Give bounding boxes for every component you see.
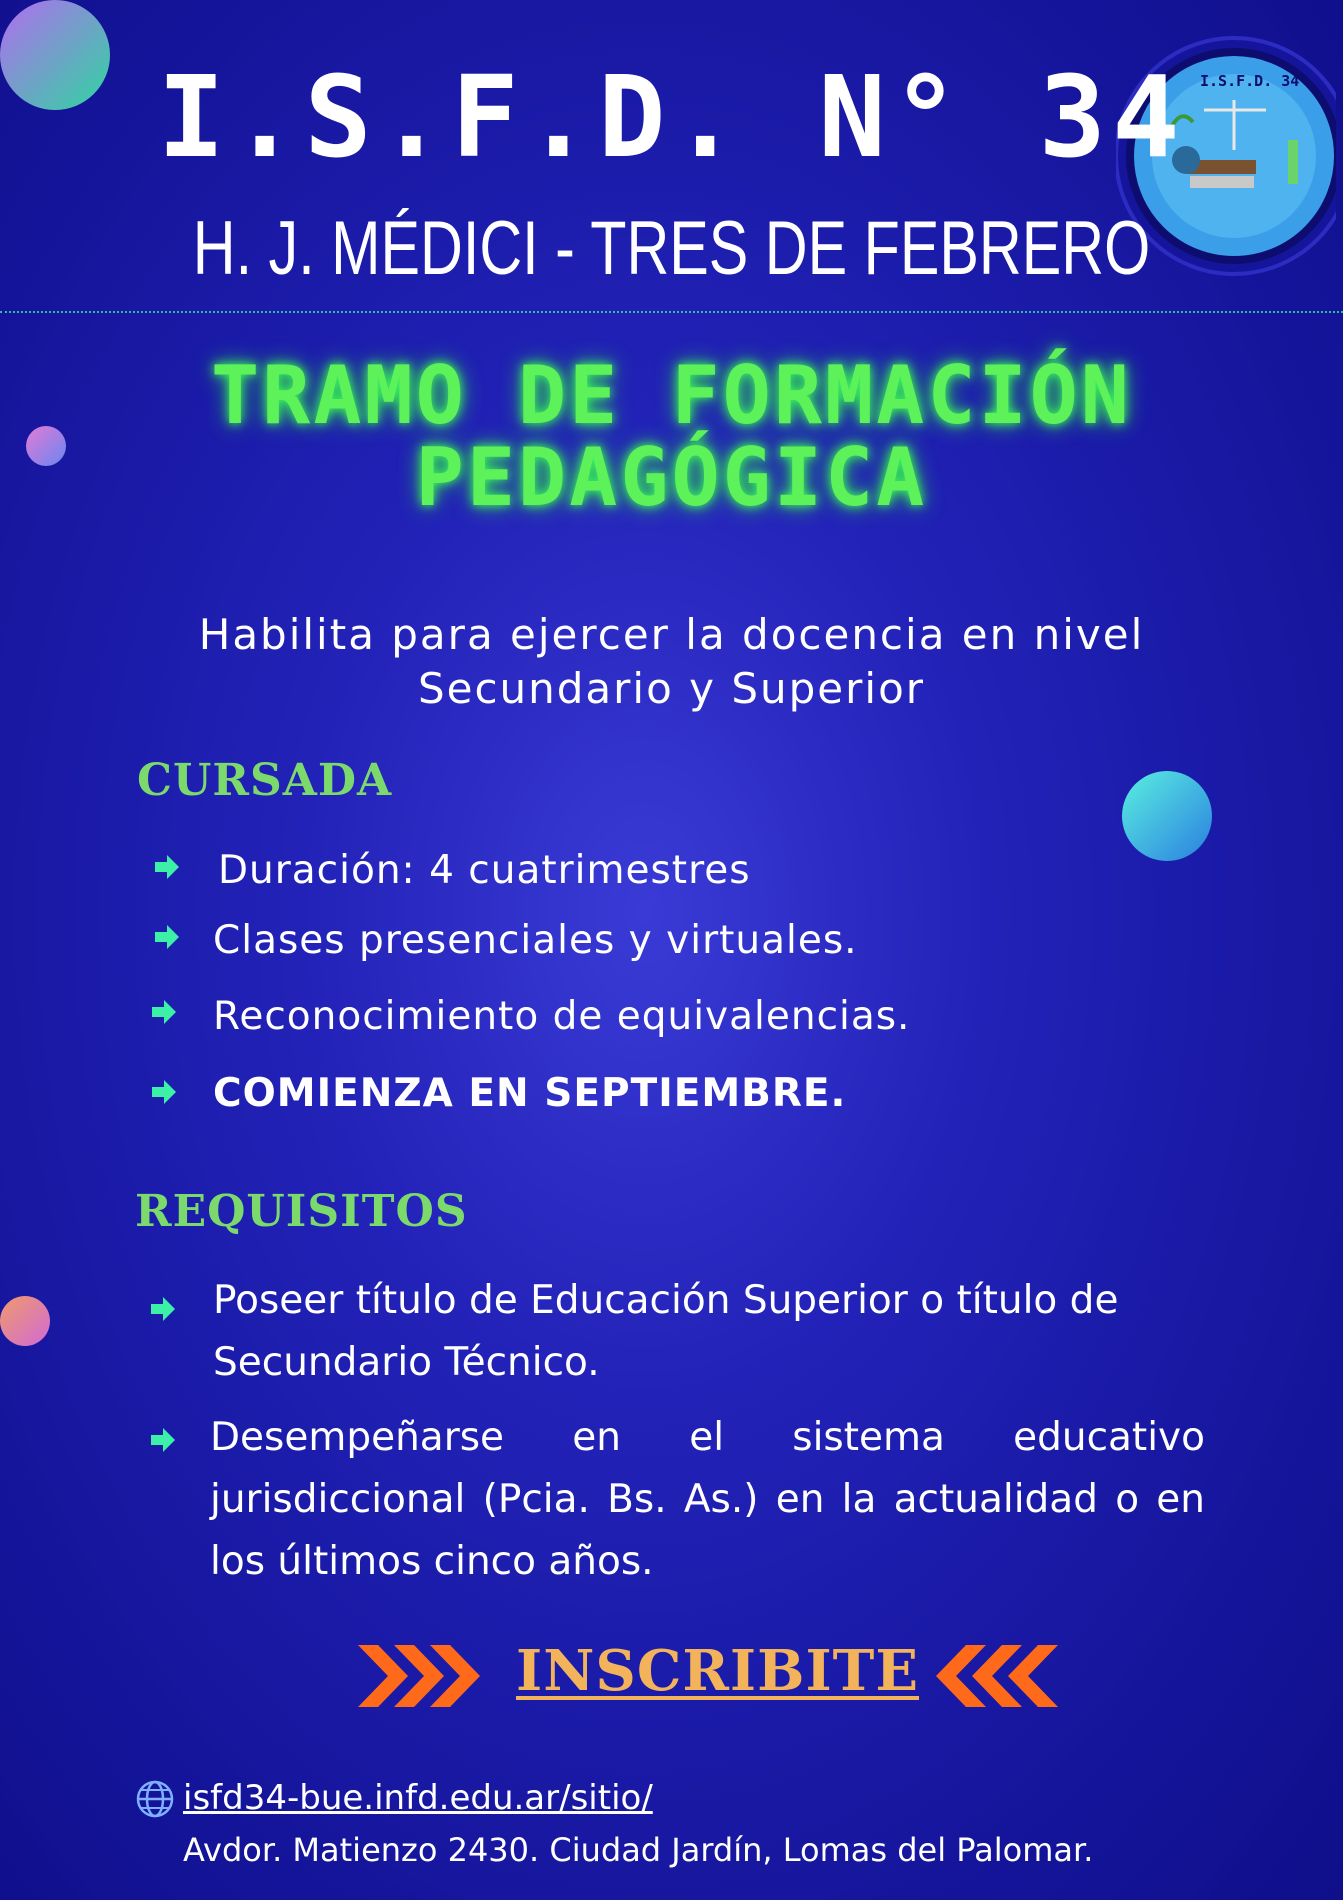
globe-icon (135, 1779, 175, 1819)
tagline-line-1: Habilita para ejercer la docencia en nivel (198, 610, 1145, 659)
institution-title: I.S.F.D. N° 34 (157, 53, 1186, 183)
chevron-right-icon (356, 1643, 480, 1709)
arrow-right-icon (149, 997, 179, 1027)
cta-chevrons-right (936, 1643, 1060, 1713)
requisitos-item-employment: Desempeñarse en el sistema educativo jurisdiccional (Pcia. Bs. As.) en la actualidad o en los últimos cinco años. (210, 1415, 1205, 1584)
tagline-line-2: Secundario y Superior (417, 664, 926, 713)
header-divider (0, 311, 1343, 313)
address-text: Avdor. Matienzo 2430. Ciudad Jardín, Lomas del Palomar. (183, 1831, 1094, 1869)
arrow-right-icon (152, 852, 182, 882)
arrow-right-icon (148, 1425, 178, 1455)
headline-line-1: TRAMO DE FORMACIÓN (211, 349, 1132, 442)
program-tagline (0, 608, 1343, 716)
cursada-heading: CURSADA (137, 755, 393, 806)
institution-subtitle: H. J. MÉDICI - TRES DE FEBRERO (192, 206, 1151, 291)
inscribite-link[interactable]: INSCRIBITE (516, 1638, 920, 1704)
requisitos-heading: REQUISITOS (135, 1186, 468, 1237)
website-link[interactable]: isfd34-bue.infd.edu.ar/sitio/ (183, 1778, 653, 1818)
arrow-right-icon (152, 922, 182, 952)
decor-circle-bottom-left (0, 1296, 50, 1346)
decor-circle-right (1122, 771, 1212, 861)
cursada-item-start: COMIENZA EN SEPTIEMBRE. (213, 1071, 847, 1116)
program-headline (0, 349, 1343, 524)
chevron-left-icon (936, 1643, 1060, 1709)
arrow-right-icon (149, 1077, 179, 1107)
cursada-item-duration: Duración: 4 cuatrimestres (218, 848, 751, 893)
cta-chevrons-left (356, 1643, 480, 1713)
cursada-item-modality: Clases presenciales y virtuales. (213, 918, 858, 963)
requisitos-item-title: Poseer título de Educación Superior o título de Secundario Técnico. (213, 1278, 1119, 1385)
logo-text: I.S.F.D. 34 (1200, 72, 1300, 90)
headline-line-2: PEDAGÓGICA (415, 431, 928, 524)
arrow-right-icon (148, 1294, 178, 1324)
cursada-item-equivalencies: Reconocimiento de equivalencias. (213, 994, 911, 1039)
